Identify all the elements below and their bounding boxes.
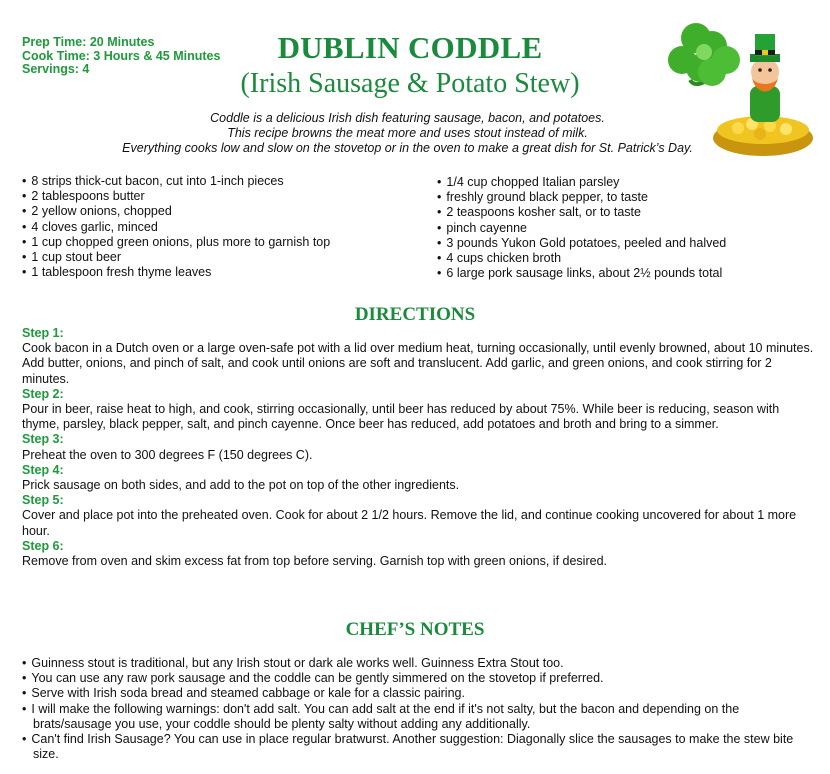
step-label: Step 3: [22, 432, 64, 447]
step-label: Step 4: [22, 462, 64, 477]
ingredient-item: • 1 tablespoon fresh thyme leaves [22, 265, 330, 280]
servings: Servings: 4 [22, 62, 90, 76]
intro-line: Coddle is a delicious Irish dish featuring sausage, bacon, and potatoes. [210, 111, 605, 125]
ingredient-item: • pinch cayenne [437, 221, 726, 236]
step-text: Pour in beer, raise heat to high, and cook, stirring occasionally, until beer has reduced by about 75%. While beer is reducing, season with thyme, parsley, black pepper, salt, and pinch cayenne. Once beer has reduced, add potatoes and broth and bring to a simmer. [22, 402, 780, 432]
recipe-meta [22, 36, 220, 77]
step-text: Cover and place pot into the preheated oven. Cook for about 2 1/2 hours. Remove the lid, and continue cooking uncovered for about 1 more hour. [22, 508, 797, 538]
step-text: Prick sausage on both sides, and add to the pot on top of the other ingredients. [22, 478, 460, 493]
ingredient-item: • 1 cup chopped green onions, plus more to garnish top [22, 235, 330, 250]
ingredient-item: • 1 cup stout beer [22, 250, 330, 265]
ingredients-list-left [22, 174, 330, 280]
prep-time: Prep Time: 20 Minutes [22, 35, 155, 49]
note-item: • Guinness stout is traditional, but any Irish stout or dark ale works well. Guinness Extra Stout too. [22, 656, 812, 671]
step-label: Step 2: [22, 386, 64, 401]
note-item: • Can't find Irish Sausage? You can use in place regular bratwurst. Another suggestion: Diagonally slice the sausages to make the stew bite size. [22, 732, 812, 762]
note-item: • You can use any raw pork sausage and the coddle can be gently simmered on the stovetop if preferred. [22, 671, 812, 686]
directions-steps [22, 326, 817, 569]
step-text: Preheat the oven to 300 degrees F (150 degrees C). [22, 447, 313, 462]
chefs-notes-heading: CHEF’S NOTES [345, 619, 485, 640]
recipe-title: DUBLIN CODDLE [277, 30, 543, 65]
ingredient-item: • freshly ground black pepper, to taste [437, 190, 726, 205]
ingredient-item: • 1/4 cup chopped Italian parsley [437, 175, 726, 190]
ingredient-item: • 4 cloves garlic, minced [22, 220, 330, 235]
ingredient-item: • 2 teaspoons kosher salt, or to taste [437, 205, 726, 220]
recipe-subtitle: (Irish Sausage & Potato Stew) [240, 68, 580, 99]
directions-heading: DIRECTIONS [354, 304, 476, 325]
step-label: Step 1: [22, 326, 64, 340]
note-item: • I will make the following warnings: don't add salt. You can add salt at the end if it's not salty, but the bacon and depending on the brats/sausage you use, your coddle should be plenty salty without adding any additionally. [22, 702, 812, 732]
chefs-notes-list [22, 656, 812, 762]
step-label: Step 5: [22, 493, 64, 508]
intro-line: This recipe browns the meat more and uses stout instead of milk. [227, 126, 588, 140]
shamrock-icon [668, 23, 740, 86]
leprechaun-icon [750, 34, 780, 122]
step-text: Cook bacon in a Dutch oven or a large oven-safe pot with a lid over medium heat, turning occasionally, until evenly browned, about 10 minutes. Add butter, onions, and pinch of salt, and cook until onions are soft and translucent. Add garlic, and green onions, and cook stirring for 2 minutes. [22, 341, 814, 386]
ingredients-list-right [437, 175, 726, 281]
intro-line: Everything cooks low and slow on the stovetop or in the oven to make a great dish for St. Patrick’s Day. [122, 141, 693, 155]
ingredient-item: • 4 cups chicken broth [437, 251, 726, 266]
cook-time: Cook Time: 3 Hours & 45 Minutes [22, 48, 221, 63]
step-text: Remove from oven and skim excess fat from top before serving. Garnish top with green onions, if desired. [22, 554, 607, 569]
ingredient-item: • 3 pounds Yukon Gold potatoes, peeled and halved [437, 236, 726, 251]
ingredient-item: • 2 yellow onions, chopped [22, 204, 330, 219]
note-item: • Serve with Irish soda bread and steamed cabbage or kale for a classic pairing. [22, 686, 812, 701]
recipe-intro [40, 111, 775, 156]
ingredient-item: • 6 large pork sausage links, about 2½ pounds total [437, 266, 726, 281]
ingredient-item: • 2 tablespoons butter [22, 189, 330, 204]
step-label: Step 6: [22, 538, 64, 553]
ingredient-item: • 8 strips thick-cut bacon, cut into 1-inch pieces [22, 174, 330, 189]
